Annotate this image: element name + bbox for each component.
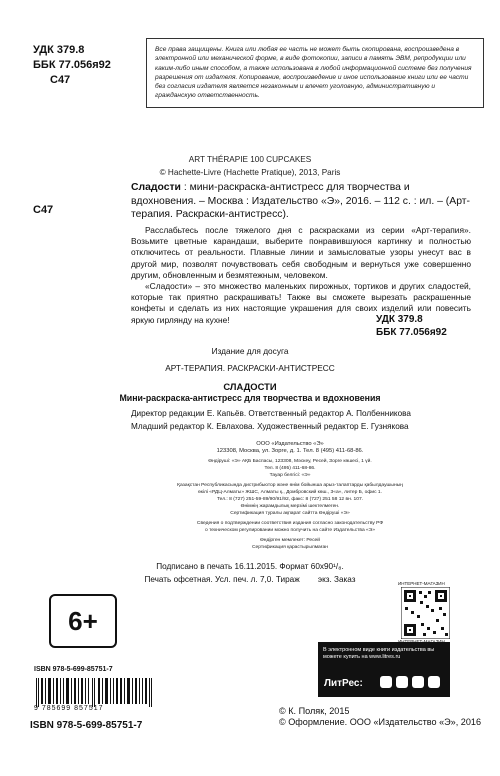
- annotation-paragraph-1: Расслабьтесь после тяжелого дня с раскрасками из серии «Арт-терапия». Возьмите цветные карандаши, выберите понравившуюся картинку и полностью отключитесь от реальности. Плавные линии и замысловатые узоры унесут вас в другой мир, позволят почувствовать себя свободным и вернуться уже совершенно другим, обновленным и безмятежным, человеком.: [131, 225, 471, 280]
- barcode-digits: 9 785699 857517: [34, 705, 104, 712]
- qr-code: [401, 587, 450, 639]
- original-publisher: © Hachette-Livre (Hachette Pratique), 2013, Paris: [159, 168, 341, 177]
- publisher-info-line: Өндіруші: «Э» АҚБ Баспасы, 123308, Мәскеу, Ресей, Зорге көшесі, 1 үй.: [208, 459, 372, 464]
- isbn-large: ISBN 978-5-699-85751-7: [30, 720, 143, 731]
- android-icon: [380, 676, 392, 688]
- copyright-block: [279, 706, 481, 729]
- copyright-author: © К. Поляк, 2015: [279, 706, 350, 716]
- app-store-icons: [380, 676, 440, 688]
- annotation-paragraph-2: «Сладости» – это множество маленьких пирожных, тортиков и других сладостей, которые так приятно раскрашивать! Также вы сможете вырезать раскрашенные конфеты и сделать из них настоящие украшения для своих изделий или повесить яркую гирлянду на кухне!: [131, 281, 471, 325]
- publisher-info-line: Сведения о подтверждении соответствия издания согласно законодательству РФ: [196, 521, 384, 526]
- publisher-info-line: ООО «Издательство «Э»: [256, 441, 324, 447]
- udk-code: УДК 379.8: [33, 44, 85, 56]
- publisher-info: [120, 441, 460, 551]
- publisher-info-line: о техническом регулировании можно получить на сайте Издательства «Э»: [204, 528, 375, 533]
- annotation: [131, 225, 471, 326]
- isbn-small: ISBN 978-5-699-85751-7: [34, 666, 113, 673]
- edition-purpose: Издание для досуга: [211, 346, 289, 356]
- edition-subtitle: Мини-раскраска-антистресс для творчества и вдохновения: [119, 393, 381, 403]
- series-name: АРТ-ТЕРАПИЯ. РАСКРАСКИ-АНТИСТРЕСС: [165, 363, 335, 373]
- publisher-info-line: өкілі «РДЦ-Алматы» ЖШС, Алматы қ., Домбровский көш., 3«а», литер Б, офис 1.: [198, 490, 382, 495]
- signed-line-2: Печать офсетная. Усл. печ. л. 7,0. Тираж экз. Заказ: [144, 575, 356, 584]
- udk-right-code: УДК 379.8: [376, 314, 423, 325]
- book-title: Сладости: [131, 182, 181, 193]
- bbk-code: ББК 77.056я92: [33, 59, 111, 71]
- udk-block: [33, 43, 111, 88]
- editors-line-1: Директор редакции Е. Капьёв. Ответственный редактор А. Полбенникова: [131, 409, 411, 418]
- publisher-info-line: Тел.: 8 (727) 251-59-89/90/91/92, факс: 8 (727) 251 58 12 вн. 107.: [216, 497, 364, 502]
- original-title: ART THÉRAPIE 100 CUPCAKES: [188, 155, 312, 164]
- qr-label-top: ИНТЕРНЕТ-МАГАЗИН: [398, 581, 445, 586]
- litres-text: В электронном виде книги издательства вы можете купить на www.litres.ru: [323, 647, 435, 660]
- edition-title: СЛАДОСТИ: [223, 381, 277, 392]
- age-rating-text: 6+: [68, 605, 98, 636]
- publisher-info-line: 123308, Москва, ул. Зорге, д. 1. Тел. 8 (495) 411-68-86.: [216, 448, 364, 454]
- publisher-info-line: Қазақстан Республикасында дистрибьютор және өнім бойынша арыз-талаптарды қабылдаушының: [177, 483, 403, 488]
- litres-banner[interactable]: [318, 642, 450, 697]
- catalog-code: С47: [33, 204, 54, 216]
- litres-logo: ЛитРес:: [324, 678, 363, 689]
- music-icon: [412, 676, 424, 688]
- editors-line-2: Младший редактор К. Евлахова. Художественный редактор Е. Гузнякова: [131, 422, 409, 431]
- copyright-design: © Оформление. ООО «Издательство «Э», 2016: [279, 717, 482, 728]
- bibliographic-details: : мини-раскраска-антистресс для творчества и вдохновения. – Москва : Издательство «Э», 2016. – 112 с. : ил. – (Арт-терапия. Раскраски-антистресс).: [131, 182, 470, 221]
- publisher-info-line: Өнімнің жарамдылық мерзімі шектелмеген.: [240, 504, 340, 509]
- publisher-info-line: Тауар белгісі: «Э»: [269, 473, 311, 478]
- catalog-letter-code: С47: [50, 74, 71, 86]
- udk-right-block: [376, 313, 447, 339]
- publisher-info-line: Өндірген мемлекет: Ресей: [259, 538, 320, 543]
- windows-icon: [428, 676, 440, 688]
- bbk-right-code: ББК 77.056я92: [376, 327, 447, 338]
- publisher-info-line: Сертификация туралы ақпарат сайтта Өндіруші «Э»: [230, 511, 350, 516]
- apple-icon: [396, 676, 408, 688]
- bibliographic-record: [131, 181, 471, 222]
- rights-notice: Все права защищены. Книга или любая ее часть не может быть скопирована, воспроизведена в электронной или механической форме, в виде фотокопии, записи в память ЭВМ, репродукции или каким-либо иным способом, а также использована в любой информационной системе без получения разрешения от издателя. Копирование, воспроизведение и иное использование книги или ее части без согласия издателя является незаконным и влечет уголовную, административную и гражданскую ответственность.: [146, 38, 484, 108]
- age-rating-badge: [49, 594, 117, 648]
- publisher-info-line: Сертификация қарастырылмаған: [252, 545, 328, 550]
- publisher-info-line: Тел. 8 (495) 411-68-86.: [264, 466, 316, 471]
- signed-line-1: Подписано в печать 16.11.2015. Формат 60x90¹/₈.: [156, 562, 344, 571]
